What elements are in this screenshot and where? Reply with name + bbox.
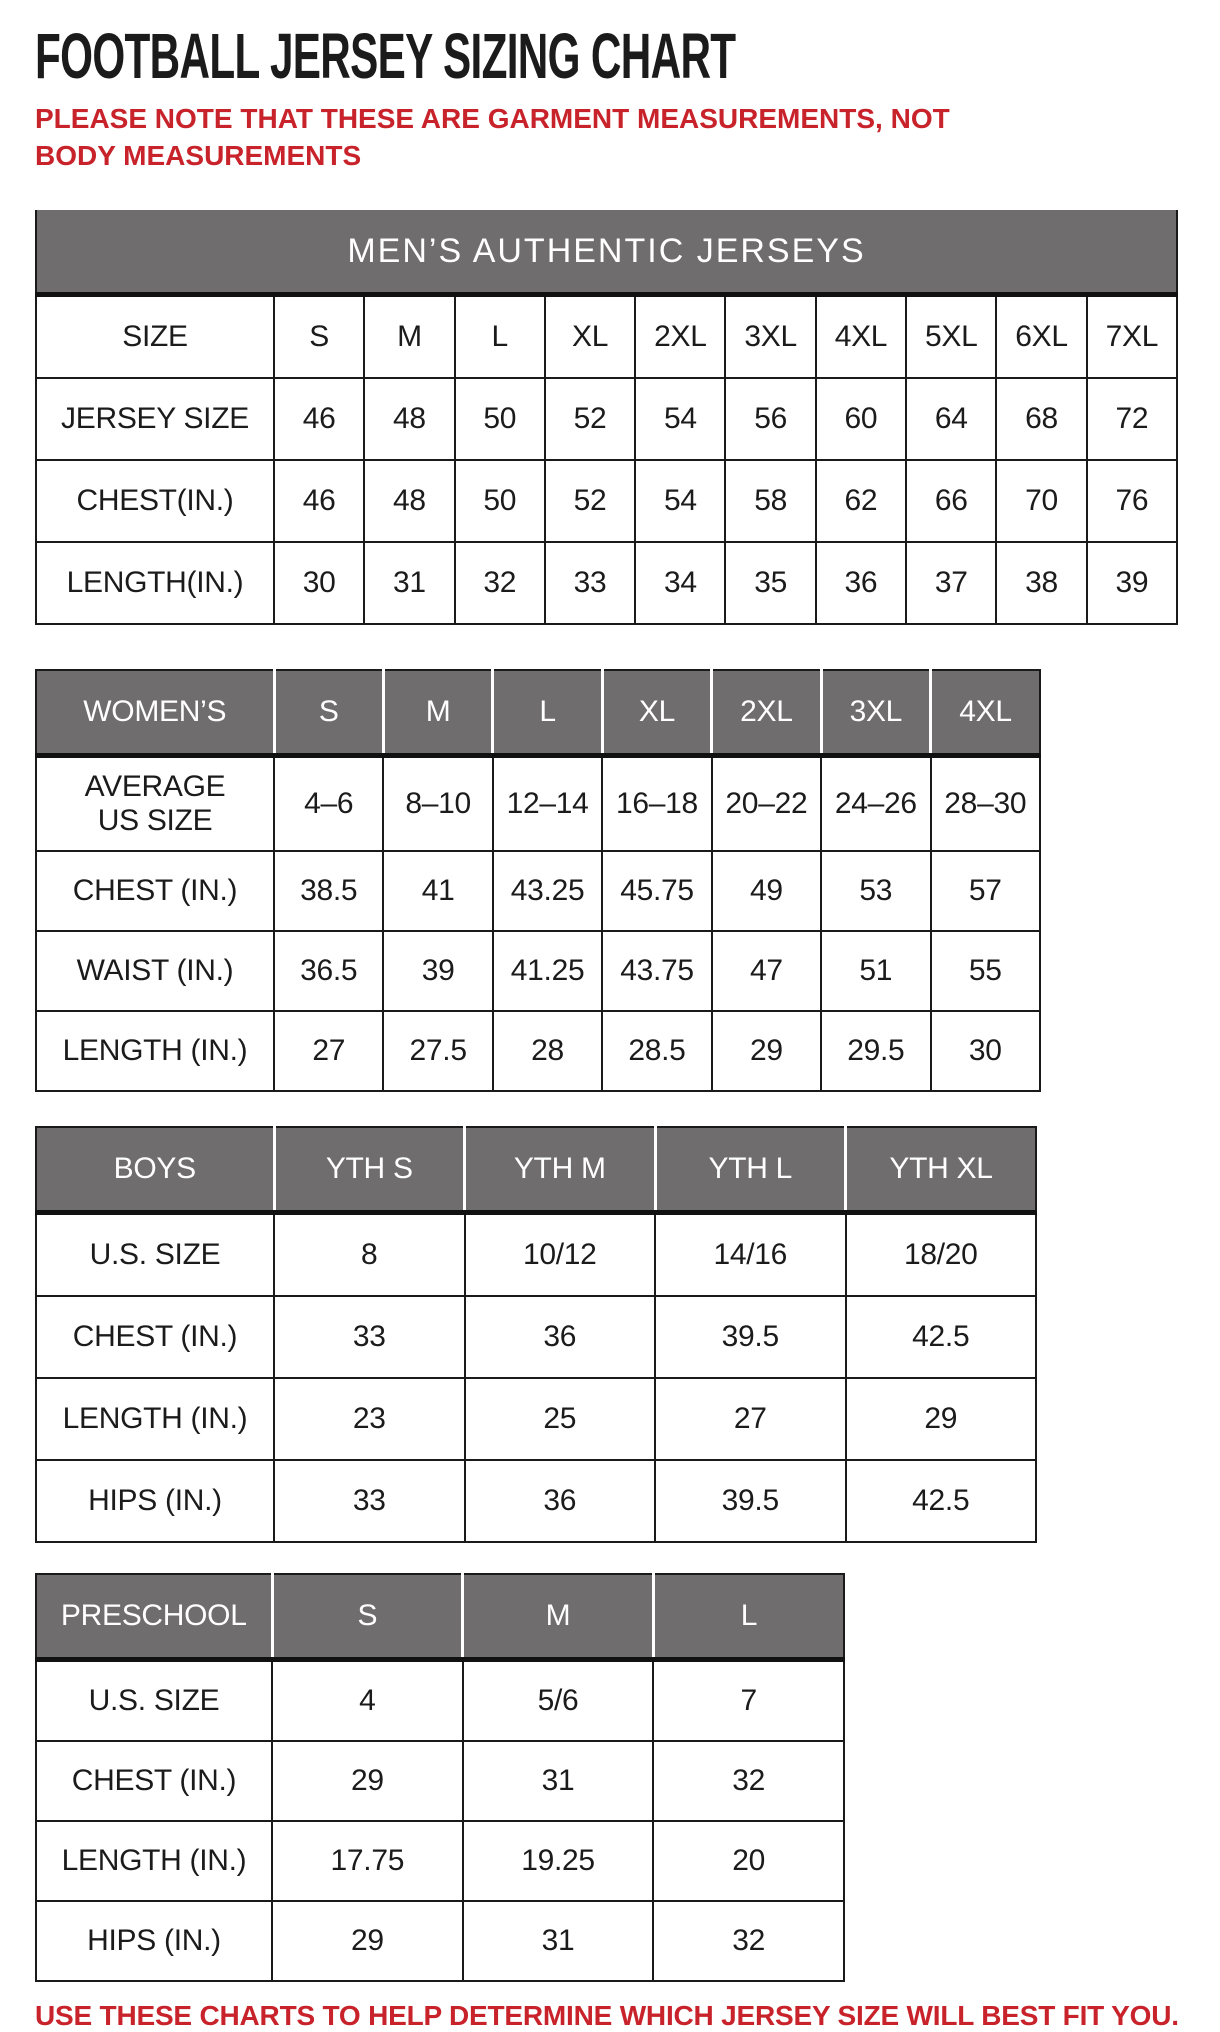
value-cell: 76 [1087, 460, 1177, 542]
value-cell: 34 [635, 542, 725, 624]
value-cell: 31 [463, 1901, 654, 1981]
value-cell: 4XL [816, 295, 906, 379]
value-cell: 39 [383, 931, 492, 1011]
row-label-cell: LENGTH(IN.) [36, 542, 274, 624]
value-cell: 8–10 [383, 756, 492, 852]
table-row [36, 1660, 844, 1742]
table-row [36, 1460, 1036, 1542]
value-cell: 32 [653, 1741, 844, 1821]
value-cell: 47 [712, 931, 821, 1011]
table-row [36, 1296, 1036, 1378]
value-cell: 60 [816, 378, 906, 460]
row-label-cell: CHEST (IN.) [36, 1741, 272, 1821]
value-cell: 19.25 [463, 1821, 654, 1901]
value-cell: 36 [465, 1296, 656, 1378]
fit-advice-footer: USE THESE CHARTS TO HELP DETERMINE WHICH JERSEY SIZE WILL BEST FIT YOU. [35, 2000, 1179, 2032]
value-cell: 43.25 [493, 851, 602, 931]
value-cell: 64 [906, 378, 996, 460]
value-cell: 33 [274, 1296, 465, 1378]
value-cell: 8 [274, 1213, 465, 1297]
value-cell: 7 [653, 1660, 844, 1742]
value-cell: 36 [816, 542, 906, 624]
value-cell: 57 [931, 851, 1040, 931]
table-header-row [36, 1127, 1036, 1213]
table-row [36, 1213, 1036, 1297]
row-label-cell: HIPS (IN.) [36, 1460, 274, 1542]
value-cell: 31 [364, 542, 454, 624]
value-cell: 38 [996, 542, 1086, 624]
value-cell: 43.75 [602, 931, 711, 1011]
value-cell: 27 [655, 1378, 846, 1460]
value-cell: L [455, 295, 545, 379]
value-cell: 12–14 [493, 756, 602, 852]
value-cell: S [274, 295, 364, 379]
value-cell: 52 [545, 460, 635, 542]
value-cell: 2XL [635, 295, 725, 379]
value-cell: 4 [272, 1660, 463, 1742]
value-cell: 36.5 [274, 931, 383, 1011]
value-cell: 39 [1087, 542, 1177, 624]
table-row [36, 1011, 1040, 1091]
page-title-text: FOOTBALL JERSEY SIZING CHART [35, 20, 736, 92]
value-cell: 56 [725, 378, 815, 460]
value-cell: 14/16 [655, 1213, 846, 1297]
page-title [35, 20, 1185, 92]
mens-authentic-jerseys-table [35, 210, 1178, 625]
garment-measurement-note: PLEASE NOTE THAT THESE ARE GARMENT MEASUREMENTS, NOT BODY MEASUREMENTS [35, 103, 950, 171]
womens-jerseys-table [35, 669, 1041, 1092]
col-header-cell: S [272, 1574, 463, 1660]
value-cell: 58 [725, 460, 815, 542]
table-title-cell: WOMEN’S [36, 670, 274, 756]
value-cell: 6XL [996, 295, 1086, 379]
col-header-cell: YTH M [465, 1127, 656, 1213]
table-row [36, 1821, 844, 1901]
table-row [36, 931, 1040, 1011]
row-label-cell [36, 756, 274, 852]
value-cell: 28–30 [931, 756, 1040, 852]
value-cell: 46 [274, 460, 364, 542]
col-header-cell: M [383, 670, 492, 756]
value-cell: 33 [545, 542, 635, 624]
value-cell: 50 [455, 378, 545, 460]
value-cell: 5XL [906, 295, 996, 379]
value-cell: 37 [906, 542, 996, 624]
row-label-cell: U.S. SIZE [36, 1660, 272, 1742]
mens-table-title: MEN’S AUTHENTIC JERSEYS [36, 210, 1177, 295]
col-header-cell: YTH XL [846, 1127, 1037, 1213]
value-cell: 17.75 [272, 1821, 463, 1901]
value-cell: 46 [274, 378, 364, 460]
table-row [36, 295, 1177, 379]
value-cell: 72 [1087, 378, 1177, 460]
row-label-text: AVERAGE US SIZE [84, 769, 226, 838]
row-label-cell: CHEST (IN.) [36, 851, 274, 931]
row-label-cell: WAIST (IN.) [36, 931, 274, 1011]
value-cell: 45.75 [602, 851, 711, 931]
value-cell: 38.5 [274, 851, 383, 931]
row-label-cell: CHEST(IN.) [36, 460, 274, 542]
value-cell: 27.5 [383, 1011, 492, 1091]
value-cell: 29.5 [821, 1011, 930, 1091]
value-cell: 20–22 [712, 756, 821, 852]
row-label-cell: SIZE [36, 295, 274, 379]
value-cell: 66 [906, 460, 996, 542]
table-row [36, 1741, 844, 1821]
value-cell: 29 [272, 1741, 463, 1821]
value-cell: 18/20 [846, 1213, 1037, 1297]
col-header-cell: M [463, 1574, 654, 1660]
col-header-cell: S [274, 670, 383, 756]
value-cell: 52 [545, 378, 635, 460]
value-cell: 33 [274, 1460, 465, 1542]
table-title-cell: PRESCHOOL [36, 1574, 272, 1660]
preschool-jerseys-table [35, 1573, 845, 1982]
table-title-cell: BOYS [36, 1127, 274, 1213]
value-cell: 4–6 [274, 756, 383, 852]
row-label-cell: LENGTH (IN.) [36, 1378, 274, 1460]
value-cell: 20 [653, 1821, 844, 1901]
value-cell: 28.5 [602, 1011, 711, 1091]
value-cell: 41 [383, 851, 492, 931]
value-cell: 32 [653, 1901, 844, 1981]
table-header-row [36, 670, 1040, 756]
value-cell: 31 [463, 1741, 654, 1821]
value-cell: 35 [725, 542, 815, 624]
value-cell: 24–26 [821, 756, 930, 852]
table-row [36, 460, 1177, 542]
col-header-cell: L [493, 670, 602, 756]
value-cell: 29 [712, 1011, 821, 1091]
value-cell: 54 [635, 378, 725, 460]
value-cell: 48 [364, 378, 454, 460]
value-cell: 51 [821, 931, 930, 1011]
col-header-cell: 4XL [931, 670, 1040, 756]
value-cell: 53 [821, 851, 930, 931]
col-header-cell: 2XL [712, 670, 821, 756]
row-label-cell: LENGTH (IN.) [36, 1011, 274, 1091]
value-cell: 62 [816, 460, 906, 542]
value-cell: 25 [465, 1378, 656, 1460]
value-cell: 30 [931, 1011, 1040, 1091]
table-header-row [36, 210, 1177, 295]
table-row [36, 542, 1177, 624]
row-label-cell: LENGTH (IN.) [36, 1821, 272, 1901]
col-header-cell: XL [602, 670, 711, 756]
value-cell: 70 [996, 460, 1086, 542]
row-label-cell: HIPS (IN.) [36, 1901, 272, 1981]
table-row [36, 1378, 1036, 1460]
table-row [36, 1901, 844, 1981]
table-header-row [36, 1574, 844, 1660]
value-cell: 39.5 [655, 1296, 846, 1378]
col-header-cell: YTH L [655, 1127, 846, 1213]
value-cell: 48 [364, 460, 454, 542]
col-header-cell: L [653, 1574, 844, 1660]
value-cell: 55 [931, 931, 1040, 1011]
col-header-cell: YTH S [274, 1127, 465, 1213]
value-cell: XL [545, 295, 635, 379]
row-label-cell: JERSEY SIZE [36, 378, 274, 460]
table-row [36, 378, 1177, 460]
value-cell: 32 [455, 542, 545, 624]
value-cell: 54 [635, 460, 725, 542]
value-cell: 3XL [725, 295, 815, 379]
value-cell: 68 [996, 378, 1086, 460]
value-cell: 36 [465, 1460, 656, 1542]
value-cell: 28 [493, 1011, 602, 1091]
value-cell: 39.5 [655, 1460, 846, 1542]
value-cell: 42.5 [846, 1460, 1037, 1542]
value-cell: 5/6 [463, 1660, 654, 1742]
table-row [36, 851, 1040, 931]
value-cell: 7XL [1087, 295, 1177, 379]
value-cell: 16–18 [602, 756, 711, 852]
table-row [36, 756, 1040, 852]
value-cell: 30 [274, 542, 364, 624]
value-cell: 41.25 [493, 931, 602, 1011]
value-cell: 42.5 [846, 1296, 1037, 1378]
value-cell: 23 [274, 1378, 465, 1460]
value-cell: 29 [272, 1901, 463, 1981]
col-header-cell: 3XL [821, 670, 930, 756]
value-cell: 29 [846, 1378, 1037, 1460]
boys-jerseys-table [35, 1126, 1037, 1543]
row-label-cell: CHEST (IN.) [36, 1296, 274, 1378]
value-cell: M [364, 295, 454, 379]
value-cell: 10/12 [465, 1213, 656, 1297]
value-cell: 49 [712, 851, 821, 931]
value-cell: 27 [274, 1011, 383, 1091]
value-cell: 50 [455, 460, 545, 542]
row-label-cell: U.S. SIZE [36, 1213, 274, 1297]
